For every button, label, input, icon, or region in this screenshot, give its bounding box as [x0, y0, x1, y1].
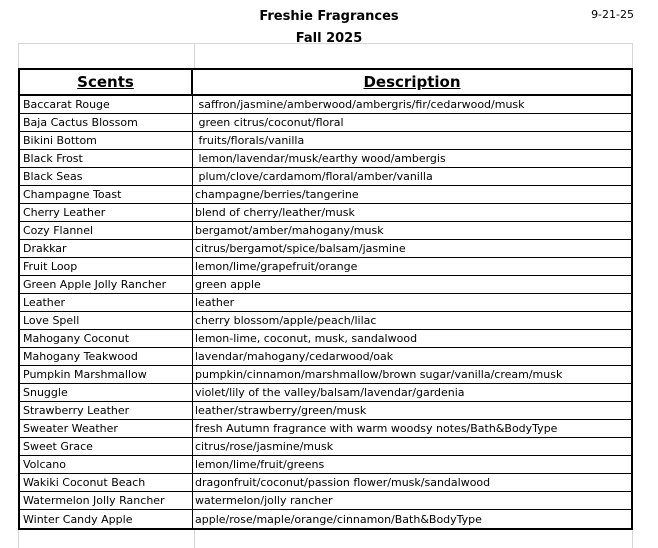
description-cell: citrus/bergamot/spice/balsam/jasmine: [195, 242, 406, 255]
gridline-divider: [194, 530, 195, 548]
table-row: [20, 402, 631, 420]
description-cell: champagne/berries/tangerine: [195, 188, 359, 201]
table-row: [20, 348, 631, 366]
table-row: [20, 132, 631, 150]
description-cell: pumpkin/cinnamon/marshmallow/brown sugar/vanilla/cream/musk: [195, 368, 563, 381]
description-cell: apple/rose/maple/orange/cinnamon/Bath&BodyType: [195, 513, 482, 526]
table-header-row: [18, 68, 633, 96]
page-subtitle: Fall 2025: [295, 31, 363, 46]
description-cell: lemon/lime/grapefruit/orange: [195, 260, 358, 273]
scent-cell: Mahogany Teakwood: [20, 348, 193, 365]
table-row: [20, 312, 631, 330]
description-cell: violet/lily of the valley/balsam/lavendar/gardenia: [195, 386, 465, 399]
page-title: Freshie Fragrances: [259, 9, 399, 24]
gridline-tail: [18, 530, 633, 548]
description-cell: fruits/florals/vanilla: [195, 134, 305, 147]
scent-cell: Love Spell: [20, 312, 193, 329]
scent-cell: Cozy Flannel: [20, 222, 193, 239]
table-row: [20, 240, 631, 258]
gridline-divider: [194, 44, 195, 68]
scent-cell: Bikini Bottom: [20, 132, 193, 149]
table-row: [20, 456, 631, 474]
description-cell: fresh Autumn fragrance with warm woodsy notes/Bath&BodyType: [195, 422, 558, 435]
scent-cell: Wakiki Coconut Beach: [20, 474, 193, 491]
table-row: [20, 330, 631, 348]
description-cell: blend of cherry/leather/musk: [195, 206, 355, 219]
table-row: [20, 168, 631, 186]
description-cell: lavendar/mahogany/cedarwood/oak: [195, 350, 394, 363]
table-body: [18, 96, 633, 530]
description-cell: saffron/jasmine/amberwood/ambergris/fir/cedarwood/musk: [195, 98, 525, 111]
table-row: [20, 114, 631, 132]
scent-cell: Winter Candy Apple: [20, 510, 193, 528]
table-row: [20, 438, 631, 456]
description-cell: plum/clove/cardamom/floral/amber/vanilla: [195, 170, 433, 183]
table-row: [20, 294, 631, 312]
description-cell: lemon-lime, coconut, musk, sandalwood: [195, 332, 418, 345]
column-header-description: Description: [363, 73, 461, 91]
scent-cell: Snuggle: [20, 384, 193, 401]
description-cell: green apple: [195, 278, 261, 291]
description-cell: lemon/lime/fruit/greens: [195, 458, 325, 471]
table-row: [20, 474, 631, 492]
scent-cell: Sweater Weather: [20, 420, 193, 437]
scent-cell: Sweet Grace: [20, 438, 193, 455]
description-cell: watermelon/jolly rancher: [195, 494, 333, 507]
empty-grid-row: [18, 43, 633, 68]
description-cell: dragonfruit/coconut/passion flower/musk/sandalwood: [195, 476, 491, 489]
table-row: [20, 420, 631, 438]
description-cell: leather/strawberry/green/musk: [195, 404, 367, 417]
scent-cell: Pumpkin Marshmallow: [20, 366, 193, 383]
description-cell: leather: [195, 296, 235, 309]
table-row: [20, 204, 631, 222]
table-row: [20, 492, 631, 510]
table-row: [20, 258, 631, 276]
scent-cell: Fruit Loop: [20, 258, 193, 275]
table-row: [20, 366, 631, 384]
table-row: [20, 510, 631, 528]
table-row: [20, 222, 631, 240]
scent-cell: Strawberry Leather: [20, 402, 193, 419]
scent-cell: Black Seas: [20, 168, 193, 185]
scent-cell: Cherry Leather: [20, 204, 193, 221]
scent-cell: Baccarat Rouge: [20, 96, 193, 113]
fragrance-table: [18, 43, 633, 548]
scent-cell: Green Apple Jolly Rancher: [20, 276, 193, 293]
scent-cell: Champagne Toast: [20, 186, 193, 203]
scent-cell: Watermelon Jolly Rancher: [20, 492, 193, 509]
scent-cell: Baja Cactus Blossom: [20, 114, 193, 131]
table-row: [20, 150, 631, 168]
scent-cell: Volcano: [20, 456, 193, 473]
table-row: [20, 186, 631, 204]
description-cell: citrus/rose/jasmine/musk: [195, 440, 334, 453]
scent-cell: Mahogany Coconut: [20, 330, 193, 347]
description-cell: cherry blossom/apple/peach/lilac: [195, 314, 377, 327]
scent-cell: Drakkar: [20, 240, 193, 257]
scent-cell: Leather: [20, 294, 193, 311]
table-row: [20, 384, 631, 402]
description-cell: green citrus/coconut/floral: [195, 116, 344, 129]
column-header-scents: Scents: [20, 70, 193, 94]
description-cell: lemon/lavendar/musk/earthy wood/ambergis: [195, 152, 446, 165]
scent-cell: Black Frost: [20, 150, 193, 167]
page-date: 9-21-25: [591, 8, 634, 21]
description-cell: bergamot/amber/mahogany/musk: [195, 224, 384, 237]
table-row: [20, 96, 631, 114]
table-row: [20, 276, 631, 294]
